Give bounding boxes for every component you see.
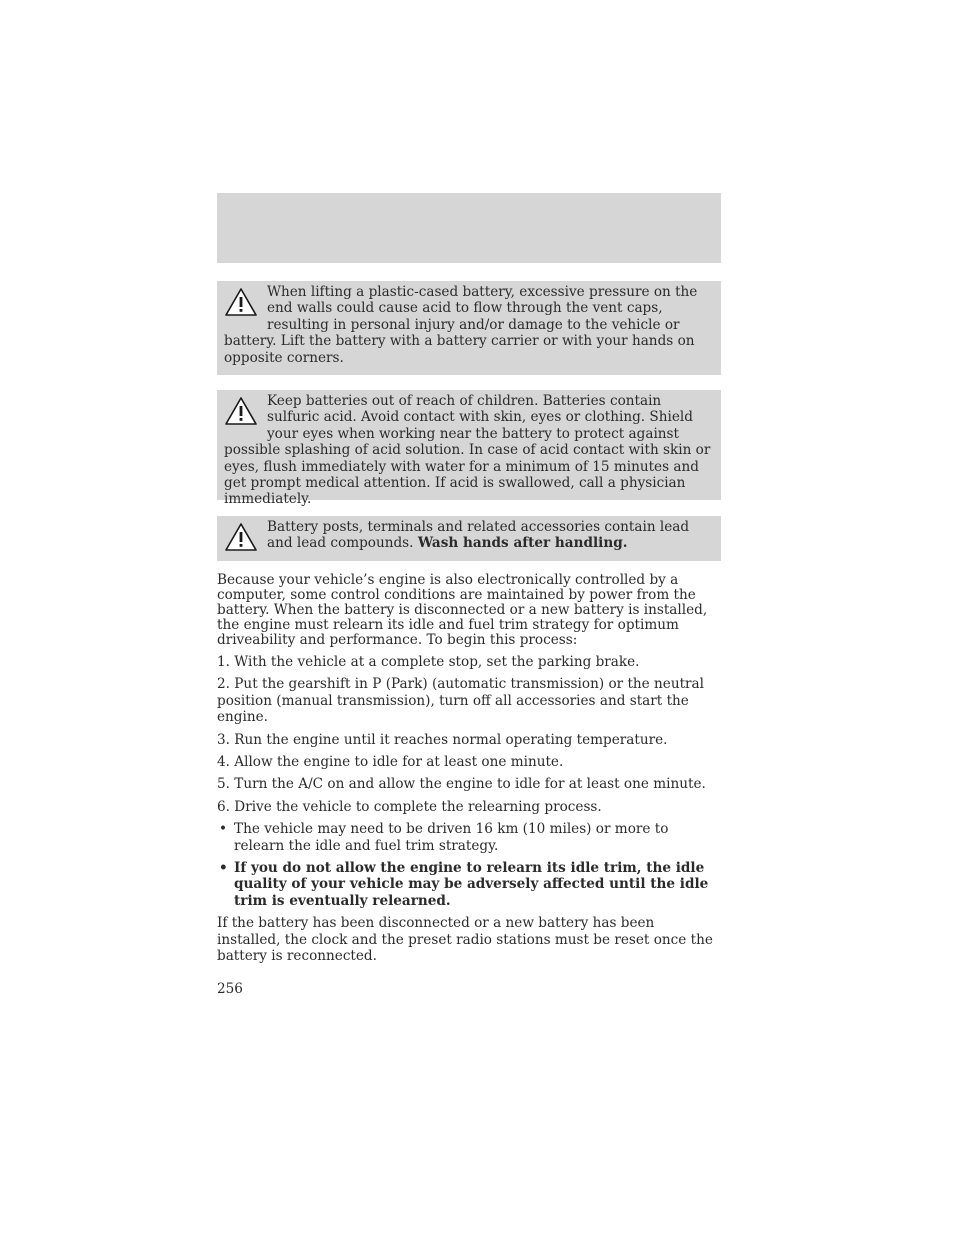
- intro-paragraph: Because your vehicle’s engine is also electronically controlled by a computer, some control conditions are maintained by power from the battery. When the battery is disconnected or a new battery is installed, the engine must relearn its idle and fuel trim strategy for optimum driveability and performance. To begin this process:: [217, 572, 708, 648]
- step-item: 4. Allow the engine to idle for at least one minute.: [217, 754, 564, 771]
- bullet-text: The vehicle may need to be driven 16 km (10 miles) or more to relearn the idle and fuel trim strategy.: [234, 821, 669, 854]
- warning-text: Keep batteries out of reach of children. Batteries contain sulfuric acid. Avoid contact with skin, eyes or clothing. Shield your eyes when working near the battery to protect against possible splashing of acid solution. In case of acid contact with skin or eyes, flush immediately with water for a minimum of 15 minutes and get prompt medical attention. If acid is swallowed, call a physician immediately.: [224, 393, 711, 508]
- bullet-item-bold: [217, 860, 721, 909]
- warning-bold-text: Wash hands after handling.: [417, 535, 628, 552]
- step-item: 3. Run the engine until it reaches normal operating temperature.: [217, 731, 668, 748]
- bullet-glyph: •: [219, 860, 228, 877]
- warning-triangle-icon: [224, 522, 258, 552]
- warning-triangle-icon: [224, 287, 258, 317]
- warning-box-lead: [217, 516, 721, 561]
- warning-box-children: [217, 390, 721, 508]
- bullet-text: If you do not allow the engine to relearn its idle trim, the idle quality of your vehicle may be adversely affected until the idle trim is eventually relearned.: [234, 860, 709, 909]
- warning-box-lifting: [217, 281, 721, 375]
- step-item: 5. Turn the A/C on and allow the engine to idle for at least one minute.: [217, 776, 706, 793]
- outro-paragraph: If the battery has been disconnected or a new battery has been installed, the clock and the preset radio stations must be reset once the battery is reconnected.: [217, 915, 713, 965]
- warning-triangle-icon: [224, 396, 258, 426]
- warning-text: Battery posts, terminals and related accessories contain lead and lead compounds.: [267, 519, 690, 552]
- step-item: 6. Drive the vehicle to complete the relearning process.: [217, 798, 602, 815]
- bullet-item: [217, 821, 721, 854]
- header-band: [217, 193, 721, 263]
- body-section: [217, 573, 721, 965]
- step-item: 2. Put the gearshift in P (Park) (automatic transmission) or the neutral position (manual transmission), turn off all accessories and start the engine.: [217, 676, 704, 726]
- page-number: 256: [217, 981, 243, 997]
- warning-text: When lifting a plastic-cased battery, excessive pressure on the end walls could cause acid to flow through the vent caps, resulting in personal injury and/or damage to the vehicle or battery. Lift the battery with a battery carrier or with your hands on opposite corners.: [224, 284, 698, 366]
- bullet-glyph: •: [219, 821, 228, 838]
- step-item: 1. With the vehicle at a complete stop, set the parking brake.: [217, 654, 640, 670]
